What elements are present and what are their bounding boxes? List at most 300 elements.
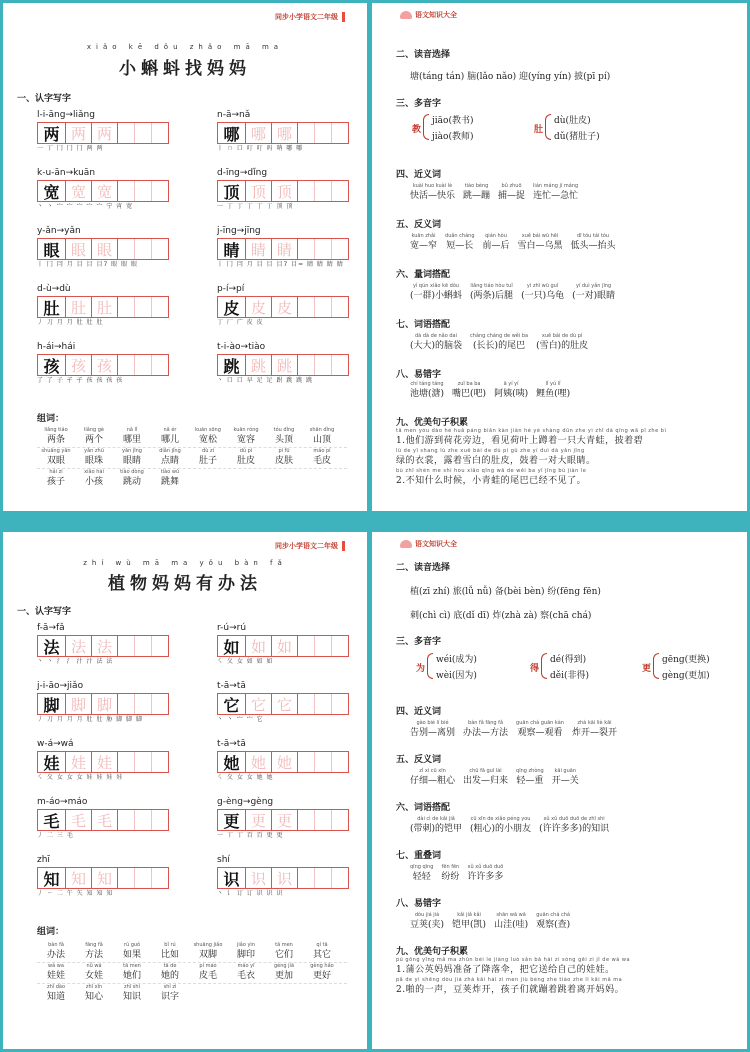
trace-char: 如 [272, 636, 298, 656]
blank-cell [135, 636, 152, 656]
zuci-pinyin: fāng fǎ [85, 942, 103, 948]
pinyin-spelling: t-ā→tā [217, 739, 246, 749]
word-pinyin: lǐ yú lǐ [545, 381, 561, 387]
writing-grid [37, 354, 169, 376]
lotus-icon [400, 11, 412, 19]
word-text: 出发—归来 [463, 776, 509, 786]
zuci-word [151, 984, 189, 1004]
zuci-text: 肚子 [198, 456, 217, 466]
blank-cell [135, 810, 152, 830]
pinyin-spelling: h-ái→hái [37, 342, 76, 352]
zuci-pinyin: shí zì [163, 984, 177, 990]
char-practice-block [37, 796, 172, 841]
word-item [571, 233, 616, 252]
word-item [572, 720, 617, 739]
word-line [410, 283, 623, 302]
word-pinyin: chū fā guī lái [469, 768, 502, 774]
zuci-word [75, 448, 113, 468]
trace-char: 两 [92, 123, 118, 143]
zuci-text: 知识 [122, 992, 141, 1002]
writing-grid [37, 867, 169, 889]
zuci-pinyin: dù zi [202, 448, 214, 454]
word-pinyin: dī tóu tái tóu [576, 233, 610, 239]
word-text: 雪白—乌黑 [517, 241, 563, 251]
trace-char: 宽 [66, 181, 92, 201]
lesson-page-1 [3, 3, 367, 511]
zuci-word [113, 963, 151, 983]
trace-char: 跳 [272, 355, 298, 375]
blank-cell [298, 636, 315, 656]
blank-cell [135, 239, 152, 259]
zuci-word [151, 942, 189, 962]
zuci-word [75, 984, 113, 1004]
trace-char: 知 [66, 868, 92, 888]
zuci-pinyin: yǎn zhū [84, 448, 104, 454]
word-item [494, 381, 528, 400]
word-pinyin: kāi guān [554, 768, 576, 774]
stroke-order: 丿 刀 月 月 肚 肚 肚 [37, 319, 104, 326]
word-item [410, 333, 462, 352]
zuci-word [265, 963, 303, 983]
sentence-text: 2.啪的一声，豆荚炸开，孩子们就蹦着跳着离开妈妈。 [396, 985, 625, 995]
pinyin-spelling: t-ā→tā [217, 681, 246, 691]
word-pinyin: bǔ zhuō [501, 183, 522, 189]
char-practice-block [37, 854, 172, 899]
word-item [410, 720, 455, 739]
blank-cell [332, 239, 348, 259]
zuci-text: 眼珠 [84, 456, 103, 466]
blank-cell [152, 752, 168, 772]
zuci-word [303, 942, 341, 962]
sentence-pinyin: bù zhī shén me shí hou xiǎo qīng wā de wěi ba yǐ jīng bú jiàn le [396, 468, 587, 474]
word-pinyin: ā yí yí [503, 381, 519, 387]
zuci-word [37, 469, 75, 489]
trace-char: 眼 [92, 239, 118, 259]
model-char: 脚 [38, 694, 66, 714]
zuci-text: 哪儿 [160, 435, 179, 445]
word-pinyin: dòu jiá jiá [414, 912, 440, 918]
sentence-pinyin: pā de yì shēng dòu jiá zhà kāi hái zi men jiù bèng zhe tiào zhe lí kāi mā ma [396, 977, 623, 983]
word-pinyin: chí táng táng [410, 381, 444, 387]
word-pinyin: dà dà de nǎo dai [415, 333, 458, 339]
blank-cell [118, 868, 135, 888]
page-title: 植物妈妈有办法 [108, 574, 262, 594]
zuci-word [189, 963, 227, 983]
word-pinyin: bàn fǎ fāng fǎ [468, 720, 504, 726]
blank-cell [135, 181, 152, 201]
blank-cell [332, 868, 348, 888]
blank-cell [152, 123, 168, 143]
model-char: 知 [38, 868, 66, 888]
word-text: 轻—重 [516, 776, 544, 786]
zuci-word [37, 448, 75, 468]
word-text: 开—关 [551, 776, 579, 786]
zuci-list [37, 942, 347, 1004]
model-char: 娃 [38, 752, 66, 772]
word-item [536, 912, 570, 931]
knowledge-page-2: 语文知识大全 二、读音选择 植(zī zhí) 旅(lǚ nǚ) 备(bèi bèn) 纷(fēng fēn) 刺(chì cì) 底(dǐ dī) 炸(zhà zà) 察(chā chá) 三、多音字 为 wéi(成为) wèi(因为) 得 dé(得到) děi(非得) 更 gēng(更换) gèng(更加) 四、近义词 gào bié lí bié 告别—离别 bàn fǎ fāng fǎ 办法—方法 guān chá guān kàn 观察—观看 zhà kāi liè kāi 炸开—裂开 五、反义词 zǐ xì cū xīn 仔细—粗心 chū fā guī lái 出发—归来 qīng zhòng 轻—重 kāi guān 开—关 六、词语搭配 dài cì de kǎi jiǎ (带刺)的铠甲 cū xīn de xiǎo péng you (粗心)的小朋友 xǔ xǔ duō duō de zhī shi (许许多多)的知识 七、重叠词 qīng qīng 轻轻 fēn fēn 纷纷 xǔ xǔ duō duō 许许多多 八、易错字 dòu jiá jiá 豆荚(夹) kǎi jiǎ kǎi 铠甲(凯) shān wā wā 山洼(哇) guān chá chá 观察(查) 九、优美句子积累 pú gōng yīng mā ma zhǔn bèi le jiàng luò sǎn bǎ hái zi sòng gěi zì jǐ de wá wa 1.蒲公英妈妈准备了降落伞，把它送给自己的娃娃。 pā de yì shēng dòu jiá zhà kāi hái zi men jiù bèng zhe tiào zhe lí kāi mā ma 2.啪的一声，豆荚炸开，孩子们就蹦着跳着离开妈妈。 [372, 532, 747, 1049]
zuci-text: 两个 [84, 435, 103, 445]
zuci-pinyin: nǎ ér [163, 427, 177, 433]
stroke-order: 丁 厂 广 皮 皮 [217, 319, 264, 326]
writing-grid [37, 122, 169, 144]
word-item [516, 720, 564, 739]
word-pinyin: guān chá chá [536, 912, 570, 918]
zuci-row [37, 427, 347, 447]
word-item [536, 381, 570, 400]
zuci-pinyin: tiào dòng [120, 469, 144, 475]
pinyin-spelling: zhī [37, 855, 50, 865]
word-item [516, 768, 544, 787]
word-item [533, 183, 578, 202]
zuci-text: 两条 [46, 435, 65, 445]
stroke-order: 丿 ㇀ 二 午 矢 知 知 知 [37, 890, 114, 897]
zuci-pinyin: gèng jiā [273, 963, 295, 969]
zuci-pinyin: liǎng gè [83, 427, 105, 433]
zuci-text: 跳动 [122, 477, 141, 487]
page-header: 语文知识大全 [400, 539, 457, 549]
zuci-pinyin: rú guǒ [123, 942, 141, 948]
word-item [463, 768, 508, 787]
trace-char: 睛 [246, 239, 272, 259]
stroke-order: ㇛ 夂 女 女 她 她 [217, 774, 274, 781]
zuci-row [37, 447, 347, 468]
blank-cell [152, 810, 168, 830]
zuci-pinyin: tā men [275, 942, 293, 948]
zuci-text: 皮肤 [274, 456, 293, 466]
zuci-text: 头顶 [274, 435, 293, 445]
word-text: (粗心)的小朋友 [470, 824, 532, 834]
section-label: 三、多音字 [396, 637, 442, 647]
zuci-label: 组词： [37, 414, 65, 424]
writing-grid [217, 122, 349, 144]
word-text: (一对)眼睛 [572, 291, 616, 301]
section-label: 九、优美句子积累 [396, 947, 469, 957]
page-header: 同步小学语文二年级 [275, 12, 345, 22]
word-text: 捕—捉 [498, 191, 526, 201]
char-practice-block [217, 854, 352, 899]
zuci-word [151, 963, 189, 983]
section-label: 三、多音字 [396, 99, 442, 109]
word-item [463, 183, 490, 202]
lotus-icon [400, 540, 412, 548]
blank-cell [118, 355, 135, 375]
trace-char: 跳 [246, 355, 272, 375]
word-item [470, 816, 531, 835]
writing-grid [37, 693, 169, 715]
pinyin-spelling: j-i-āo→jiǎo [37, 681, 84, 691]
trace-char: 它 [272, 694, 298, 714]
writing-grid [37, 809, 169, 831]
zuci-word [113, 942, 151, 962]
trace-char: 皮 [272, 297, 298, 317]
word-text: 观察—观看 [517, 728, 563, 738]
zuci-pinyin: bǐ rú [164, 942, 176, 948]
word-text: (带刺)的铠甲 [410, 824, 463, 834]
blank-cell [315, 636, 332, 656]
word-pinyin: qīng zhòng [516, 768, 544, 774]
blank-cell [332, 123, 348, 143]
zuci-text: 山顶 [312, 435, 331, 445]
blank-cell [118, 297, 135, 317]
pronunciation-line: 植(zī zhí) 旅(lǚ nǚ) 备(bèi bèn) 纷(fēng fēn) [410, 587, 601, 597]
zuci-pinyin: tiào wǔ [160, 469, 180, 475]
lesson-page-2 [3, 532, 367, 1049]
blank-cell [315, 123, 332, 143]
word-text: 豆荚(夹) [410, 920, 445, 930]
zuci-pinyin: nǎ lǐ [126, 427, 138, 433]
zuci-pinyin: jiǎo yìn [236, 942, 255, 948]
word-item [552, 768, 579, 787]
word-text: (大大)的脑袋 [410, 341, 463, 351]
word-pinyin: xǔ xǔ duō duō de zhī shi [543, 816, 605, 822]
word-item [410, 183, 455, 202]
zuci-row [37, 942, 347, 962]
word-text: 连忙—急忙 [533, 191, 579, 201]
blank-cell [135, 752, 152, 772]
blank-cell [315, 752, 332, 772]
blank-cell [315, 810, 332, 830]
word-pinyin: yì qún xiǎo kē dǒu [412, 283, 460, 289]
sentence-pinyin: pú gōng yīng mā ma zhǔn bèi le jiàng luò sǎn bǎ hái zi sòng gěi zì jǐ de wá wa [396, 957, 631, 963]
word-line [410, 720, 625, 739]
model-char: 跳 [218, 355, 246, 375]
model-char: 哪 [218, 123, 246, 143]
trace-char: 识 [272, 868, 298, 888]
zuci-text: 跳舞 [160, 477, 179, 487]
blank-cell [135, 123, 152, 143]
blank-cell [152, 868, 168, 888]
zuci-text: 宽容 [236, 435, 255, 445]
writing-grid [217, 354, 349, 376]
blank-cell [118, 636, 135, 656]
trace-char: 皮 [246, 297, 272, 317]
pinyin-spelling: t-i-ào→tiào [217, 342, 266, 352]
pinyin-spelling: g-èng→gèng [217, 797, 274, 807]
zuci-word [75, 469, 113, 489]
word-item [452, 381, 486, 400]
word-text: (两条)后腿 [470, 291, 514, 301]
blank-cell [135, 694, 152, 714]
zuci-word [189, 427, 227, 447]
trace-char: 哪 [272, 123, 298, 143]
section-label: 四、近义词 [396, 170, 442, 180]
blank-cell [118, 810, 135, 830]
trace-char: 脚 [92, 694, 118, 714]
blank-cell [135, 355, 152, 375]
word-item [410, 912, 444, 931]
stroke-order: 丶 口 口 早 足 足 跗 跳 跳 跳 [217, 377, 314, 384]
stroke-order: 丶 丶 宀 宀 它 [217, 716, 264, 723]
zuci-pinyin: xiǎo hái [84, 469, 104, 475]
blank-cell [152, 239, 168, 259]
word-text: (长长)的尾巴 [473, 341, 526, 351]
zuci-word [227, 963, 265, 983]
trace-char: 睛 [272, 239, 298, 259]
word-item [452, 912, 486, 931]
trace-char: 孩 [66, 355, 92, 375]
stroke-order: 一 丁 丁 丁 丁 丁 顶 顶 [217, 203, 294, 210]
writing-grid [217, 296, 349, 318]
section-label: 一、认字写字 [17, 607, 72, 617]
sentence-list [396, 957, 716, 997]
word-pinyin: cū xīn de xiǎo péng you [470, 816, 531, 822]
char-practice-block [37, 167, 172, 212]
blank-cell [315, 239, 332, 259]
trace-char: 她 [272, 752, 298, 772]
trace-char: 肚 [66, 297, 92, 317]
model-char: 顶 [218, 181, 246, 201]
word-text: (一只)乌龟 [521, 291, 565, 301]
word-text: 铠甲(凯) [452, 920, 487, 930]
zuci-word [75, 942, 113, 962]
blank-cell [332, 752, 348, 772]
zuci-text: 眼睛 [122, 456, 141, 466]
word-line [410, 333, 596, 352]
zuci-text: 方法 [84, 950, 103, 960]
char-practice-block [37, 109, 172, 154]
zuci-pinyin: shuāng jiǎo [193, 942, 223, 948]
section-label: 九、优美句子积累 [396, 418, 469, 428]
blank-cell [332, 297, 348, 317]
word-item [410, 283, 462, 302]
section-label: 八、易错字 [396, 899, 442, 909]
word-pinyin: xǔ xǔ duō duō [467, 864, 504, 870]
word-item [498, 183, 525, 202]
blank-cell [118, 123, 135, 143]
word-line [410, 183, 586, 202]
zuci-text: 她的 [160, 971, 179, 981]
pinyin-spelling: n-ā→nǎ [217, 110, 251, 120]
blank-cell [152, 355, 168, 375]
word-text: (许许多多)的知识 [539, 824, 610, 834]
zuci-text: 女娃 [84, 971, 103, 981]
stroke-order: 丨 ㄇ 口 叮 叮 吗 呐 哪 哪 [217, 145, 304, 152]
zuci-word [151, 427, 189, 447]
zuci-pinyin: diǎn jīng [159, 448, 181, 454]
char-practice-block [217, 738, 352, 783]
model-char: 识 [218, 868, 246, 888]
stroke-order: 一 丅 冂 冂 冂 两 两 [37, 145, 104, 152]
word-line [410, 816, 617, 835]
model-char: 如 [218, 636, 246, 656]
char-practice-block [217, 225, 352, 270]
writing-grid [37, 635, 169, 657]
stroke-order: 丨 冂 冃 月 目 目 目7 眼 眼 眼 [37, 261, 138, 268]
word-pinyin: yì zhī wū guī [526, 283, 559, 289]
char-practice-block [217, 283, 352, 328]
blank-cell [298, 123, 315, 143]
zuci-word [113, 448, 151, 468]
trace-char: 更 [246, 810, 272, 830]
word-pinyin: xuě bái de dù pí [541, 333, 583, 339]
section-label: 五、反义词 [396, 220, 442, 230]
trace-char: 知 [92, 868, 118, 888]
model-char: 宽 [38, 181, 66, 201]
word-item [470, 283, 513, 302]
blank-cell [135, 868, 152, 888]
trace-char: 它 [246, 694, 272, 714]
zuci-word [113, 984, 151, 1004]
zuci-pinyin: nǚ wá [86, 963, 102, 969]
title-pinyin: zhí wù mā ma yǒu bàn fǎ [83, 559, 287, 567]
stroke-order: 丿 二 三 毛 [37, 832, 74, 839]
zuci-word [113, 427, 151, 447]
word-pinyin: dài cì de kǎi jiǎ [417, 816, 455, 822]
blank-cell [315, 868, 332, 888]
word-item [410, 381, 444, 400]
zuci-pinyin: wá wa [48, 963, 64, 969]
zuci-row [37, 468, 347, 489]
blank-cell [332, 355, 348, 375]
zuci-text: 知心 [84, 992, 103, 1002]
char-practice-block [217, 341, 352, 386]
blank-cell [298, 810, 315, 830]
trace-char: 法 [92, 636, 118, 656]
zuci-pinyin: tā de [163, 963, 177, 969]
word-text: 告别—离别 [410, 728, 456, 738]
word-line [410, 768, 587, 787]
trace-char: 毛 [92, 810, 118, 830]
model-char: 孩 [38, 355, 66, 375]
word-text: 观察(查) [536, 920, 571, 930]
section-label: 二、读音选择 [396, 563, 451, 573]
section-label: 六、词语搭配 [396, 803, 451, 813]
blank-cell [298, 694, 315, 714]
zuci-pinyin: qí tā [316, 942, 328, 948]
stroke-order: 一 丅 丅 百 百 更 更 [217, 832, 284, 839]
blank-cell [315, 355, 332, 375]
word-text: 宽—窄 [410, 241, 438, 251]
trace-char: 孩 [92, 355, 118, 375]
stroke-order: 丶 讠 订 订 识 识 识 [217, 890, 284, 897]
writing-grid [217, 809, 349, 831]
word-text: (雪白)的肚皮 [536, 341, 589, 351]
word-text: 纷纷 [441, 872, 460, 882]
zuci-pinyin: máo yī [237, 963, 255, 969]
zuci-word [265, 427, 303, 447]
word-line [410, 233, 624, 252]
section-label: 五、反义词 [396, 755, 442, 765]
word-pinyin: qīng qīng [410, 864, 434, 870]
writing-grid [217, 693, 349, 715]
word-pinyin: yí duì yǎn jīng [576, 283, 612, 289]
char-practice-block [37, 341, 172, 386]
zuci-pinyin: zhī dào [46, 984, 66, 990]
trace-char: 哪 [246, 123, 272, 143]
blank-cell [118, 694, 135, 714]
zuci-word [37, 427, 75, 447]
zuci-word [189, 448, 227, 468]
word-pinyin: duǎn cháng [445, 233, 475, 239]
trace-char: 娃 [92, 752, 118, 772]
word-item [572, 283, 615, 302]
zuci-pinyin: shuāng yǎn [41, 448, 71, 454]
stroke-order: ㇛ 夂 女 女 女 娃 娃 娃 娃 [37, 774, 124, 781]
pinyin-spelling: l-i-āng→liǎng [37, 110, 95, 120]
zuci-word [227, 942, 265, 962]
pinyin-spelling: j-īng→jīng [217, 226, 261, 236]
zuci-pinyin: máo pí [313, 448, 331, 454]
writing-grid [37, 296, 169, 318]
zuci-text: 孩子 [46, 477, 65, 487]
title-pinyin: xiǎo kē dǒu zhǎo mā ma [86, 43, 284, 51]
word-text: 山洼(哇) [494, 920, 529, 930]
sentence-pinyin: tā men yóu dào hé huā páng biān kàn jiàn hé yè shàng dūn zhe yì zhī dà qīng wā pī zhe bì [396, 428, 667, 434]
stroke-order: 了 了 子 孑 孑 孩 孩 孩 孩 [37, 377, 124, 384]
zuci-pinyin: tóu dǐng [273, 427, 295, 433]
sentence-text: 绿的衣裳，露着雪白的肚皮，鼓着一对大眼睛。 [396, 456, 596, 466]
